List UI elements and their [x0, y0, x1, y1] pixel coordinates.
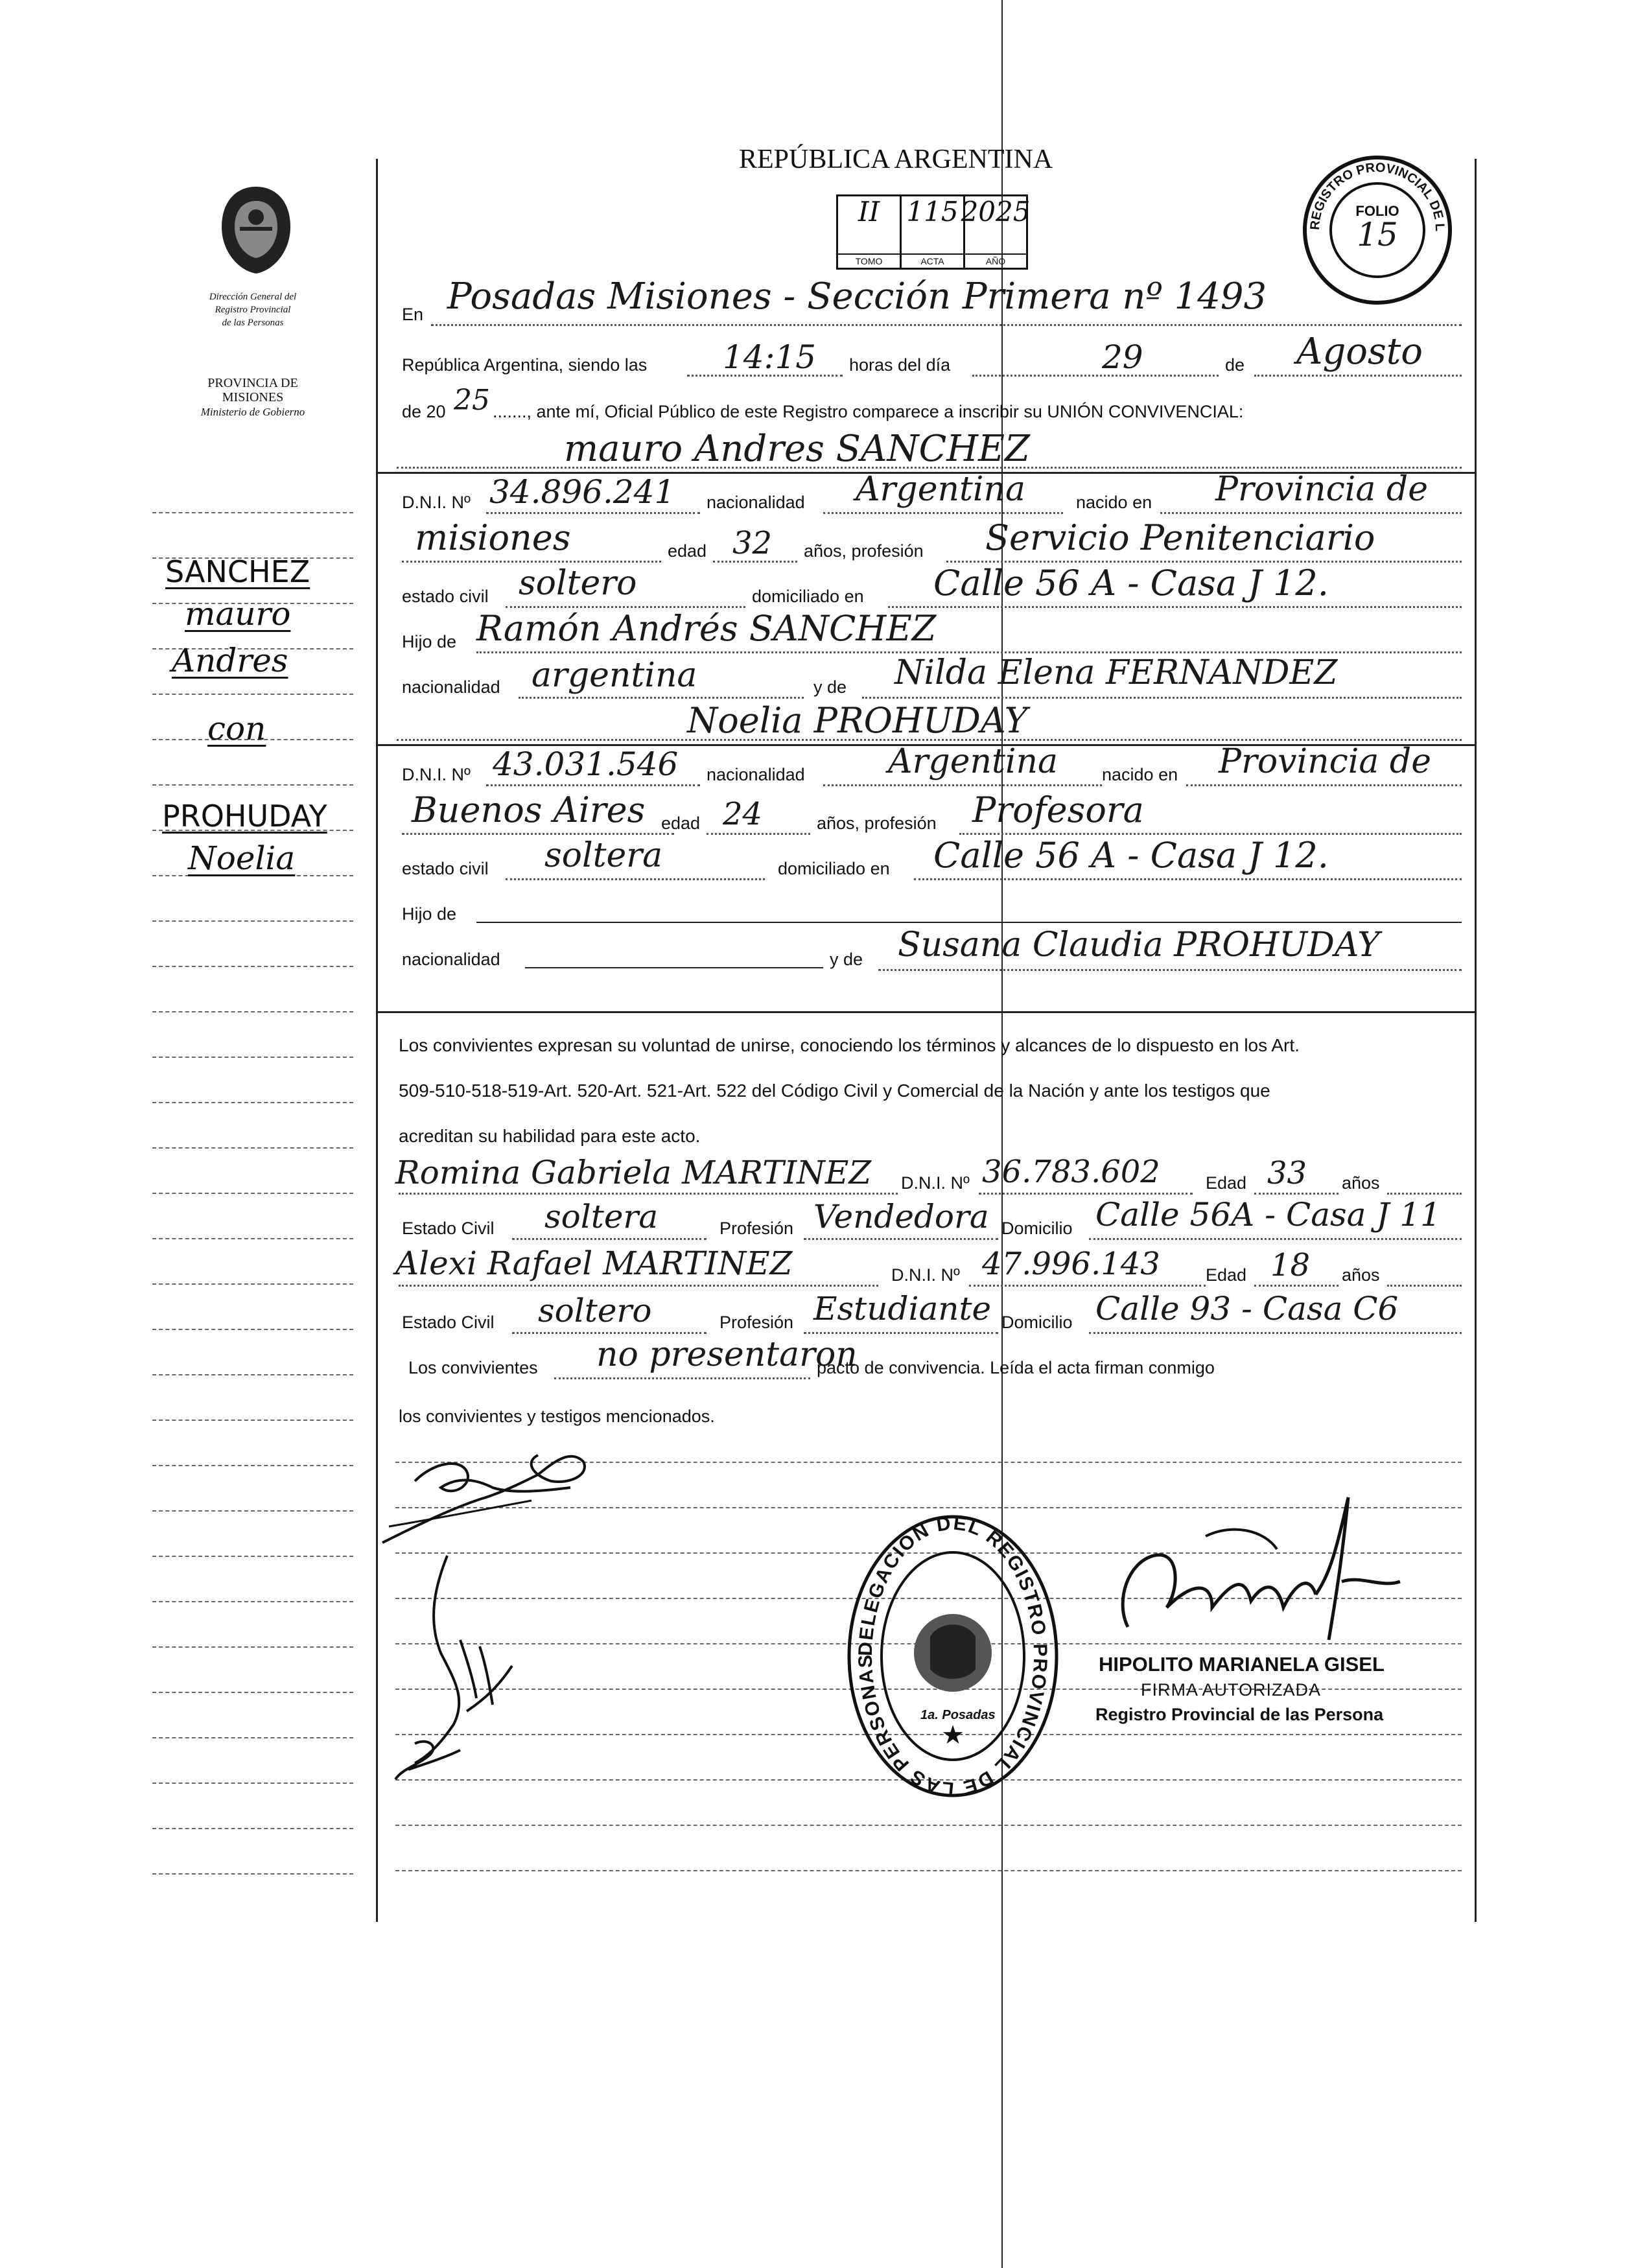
statement-line-2: 509-510-518-519-Art. 520-Art. 521-Art. 522 del Código Civil y Comercial de la Nación y ante los testigos que: [399, 1081, 1270, 1101]
p2-nacionalidad: Argentina: [888, 742, 1058, 781]
margin-rule: [152, 1102, 353, 1103]
w1-anos-label: años: [1342, 1173, 1380, 1193]
p2-nac2-label: nacionalidad: [402, 950, 500, 969]
w2-edad-label: Edad: [1206, 1265, 1247, 1285]
margin-rule: [152, 1329, 353, 1330]
margin-rule: [152, 512, 353, 513]
statement-line-3: acreditan su habilidad para este acto.: [399, 1126, 701, 1146]
official-registry: Registro Provincial de las Persona: [1095, 1705, 1384, 1724]
margin-connector: con: [207, 710, 266, 747]
form-right-border: [1475, 159, 1477, 1922]
acta-value: 115: [906, 196, 959, 228]
margin-party1-name2: Andres: [172, 642, 288, 679]
province-line-2: MISIONES: [222, 390, 284, 404]
w1-civil-label: Estado Civil: [402, 1219, 495, 1238]
act-day: 29: [1102, 338, 1143, 376]
p2-domicilio: Calle 56 A - Casa J 12.: [933, 835, 1329, 876]
margin-rule: [152, 966, 353, 967]
margin-rule: [152, 1601, 353, 1602]
p1-hijo-label: Hijo de: [402, 632, 457, 651]
w2-dni: 47.996.143: [982, 1246, 1160, 1282]
form-left-border: [376, 159, 378, 1922]
p1-nacionalidad: Argentina: [856, 470, 1025, 509]
official-name: HIPOLITO MARIANELA GISEL: [1099, 1653, 1385, 1676]
signature-rule: [395, 1870, 1462, 1871]
p2-estado-civil: soltera: [544, 836, 663, 875]
label-horas: horas del día: [849, 355, 951, 375]
party1-fullname: mauro Andres SANCHEZ: [564, 428, 1030, 470]
margin-party1-surname: SANCHEZ: [165, 554, 310, 589]
p1-born-1: Provincia de: [1215, 470, 1428, 509]
svg-text:★: ★: [941, 1721, 964, 1749]
closing-label-a: Los convivientes: [408, 1358, 538, 1377]
w2-prof-label: Profesión: [719, 1313, 794, 1332]
label-en: En: [402, 305, 424, 324]
margin-rule: [152, 1193, 353, 1194]
closing-pacto: no presentaron: [596, 1335, 858, 1374]
coat-of-arms-icon: [214, 181, 298, 279]
p1-nac-label: nacionalidad: [707, 493, 805, 512]
p2-born-1: Provincia de: [1219, 742, 1431, 781]
w2-estado-civil: soltero: [538, 1292, 652, 1329]
p2-edad: 24: [723, 796, 763, 832]
margin-rule: [152, 1646, 353, 1648]
p2-edad-label: edad: [661, 813, 701, 833]
signature-rule: [395, 1825, 1462, 1826]
margin-rule: [152, 1057, 353, 1058]
p2-yde-label: y de: [830, 950, 863, 969]
w1-estado-civil: soltera: [544, 1198, 659, 1235]
w1-domicilio: Calle 56A - Casa J 11: [1095, 1196, 1441, 1233]
page-title: REPÚBLICA ARGENTINA: [739, 145, 1053, 174]
margin-rule: [152, 1374, 353, 1375]
p1-nac-padre: argentina: [532, 656, 697, 695]
p1-born-label: nacido en: [1076, 493, 1152, 512]
margin-rule: [152, 1465, 353, 1466]
party2-fullname: Noelia PROHUDAY: [687, 700, 1028, 741]
p2-profesion: Profesora: [972, 789, 1144, 830]
p1-madre: Nilda Elena FERNANDEZ: [894, 653, 1338, 692]
margin-rule: [152, 1011, 353, 1012]
margin-party2-name: Noelia: [188, 839, 296, 877]
p2-hijo-label: Hijo de: [402, 904, 457, 924]
official-role: FIRMA AUTORIZADA: [1141, 1680, 1322, 1700]
label-republica: República Argentina, siendo las: [402, 355, 648, 375]
w1-edad: 33: [1267, 1155, 1307, 1191]
p2-civil-label: estado civil: [402, 859, 489, 878]
margin-rule: [152, 1283, 353, 1285]
p2-nac-label: nacionalidad: [707, 765, 805, 784]
w2-domicilio: Calle 93 - Casa C6: [1095, 1290, 1399, 1327]
margin-party1-name1: mauro: [185, 595, 291, 633]
statement-line-1: Los convivientes expresan su voluntad de unirse, conociendo los términos y alcances de lo dispuesto en los Art.: [399, 1035, 1300, 1055]
margin-rule: [152, 784, 353, 786]
p2-madre: Susana Claudia PROHUDAY: [898, 926, 1380, 964]
margin-rule: [152, 1556, 353, 1557]
acta-label: ACTA: [902, 253, 963, 268]
margin-rule: [152, 1420, 353, 1421]
p1-profesion: Servicio Penitenciario: [985, 517, 1375, 558]
margin-rule: [152, 694, 353, 695]
w2-profesion: Estudiante: [813, 1290, 992, 1327]
p1-yde-label: y de: [813, 677, 847, 697]
agency-line-1: Dirección General del: [209, 292, 297, 302]
fold-line: [1001, 0, 1003, 2268]
tomo-acta-box: [836, 194, 1031, 270]
margin-rule: [152, 1783, 353, 1784]
margin-rule: [152, 1147, 353, 1149]
ministry-name: Ministerio de Gobierno: [200, 406, 305, 418]
w1-dni-label: D.N.I. Nº: [901, 1173, 970, 1193]
margin-rule: [152, 920, 353, 922]
act-month: Agosto: [1296, 331, 1423, 373]
label-de: de: [1225, 355, 1245, 375]
agency-name: [156, 290, 350, 329]
anio-value: 2025: [961, 196, 1031, 228]
act-place: Posadas Misiones - Sección Primera nº 1493: [447, 275, 1267, 318]
folio-stamp: [1300, 152, 1455, 308]
agency-line-2: Registro Provincial: [215, 305, 291, 315]
w1-edad-label: Edad: [1206, 1173, 1247, 1193]
margin-rule: [152, 1828, 353, 1829]
margin-rule: [152, 1510, 353, 1512]
p1-dom-label: domiciliado en: [752, 587, 864, 606]
w1-name: Romina Gabriela MARTINEZ: [395, 1154, 872, 1191]
p1-prof-label: años, profesión: [804, 541, 924, 561]
folio-number: 15: [1357, 216, 1398, 253]
tomo-value: II: [858, 196, 880, 228]
margin-rule: [152, 1873, 353, 1875]
p1-padre: Ramón Andrés SANCHEZ: [476, 608, 937, 649]
signature-official: [1102, 1484, 1413, 1653]
w2-name: Alexi Rafael MARTINEZ: [395, 1245, 793, 1282]
folio-label: FOLIO: [1355, 203, 1399, 219]
p1-born-2: misiones: [415, 517, 571, 558]
p2-born-2: Buenos Aires: [412, 789, 646, 830]
w2-edad: 18: [1270, 1247, 1311, 1283]
label-year-prefix: de 20: [402, 402, 446, 421]
anio-label: AÑO: [965, 253, 1026, 268]
signature-convivientes: [376, 1436, 609, 1546]
label-comparece: ......., ante mí, Oficial Público de este Registro comparece a inscribir su UNIÓN CONVIVENCIAL:: [493, 402, 1244, 421]
p2-dni: 43.031.546: [493, 745, 679, 783]
province-name: [156, 376, 350, 404]
p1-estado-civil: soltero: [519, 564, 637, 603]
province-line-1: PROVINCIA DE: [207, 376, 298, 390]
folio-seal-text: REGISTRO PROVINCIAL DE L: [1307, 160, 1447, 232]
closing-label-b: pacto de convivencia. Leída el acta firman conmigo: [817, 1358, 1215, 1377]
p2-dni-label: D.N.I. Nº: [402, 765, 471, 784]
act-time: 14:15: [723, 338, 817, 376]
w2-dni-label: D.N.I. Nº: [891, 1265, 960, 1285]
p1-dni-label: D.N.I. Nº: [402, 493, 471, 512]
closing-label-c: los convivientes y testigos mencionados.: [399, 1407, 715, 1426]
w1-dni: 36.783.602: [982, 1154, 1160, 1190]
w2-dom-label: Domicilio: [1001, 1313, 1073, 1332]
w1-dom-label: Domicilio: [1001, 1219, 1073, 1238]
p1-domicilio: Calle 56 A - Casa J 12.: [933, 563, 1329, 603]
signature-testigos: [389, 1549, 538, 1783]
w2-anos-label: años: [1342, 1265, 1380, 1285]
p1-nac2-label: nacionalidad: [402, 677, 500, 697]
margin-rule: [152, 1737, 353, 1738]
margin-rule: [152, 1238, 353, 1239]
act-year-suffix: 25: [454, 384, 490, 417]
tomo-label: TOMO: [838, 253, 900, 268]
registry-seal: [843, 1510, 1063, 1802]
margin-rule: [152, 1692, 353, 1693]
p1-dni: 34.896.241: [489, 473, 675, 511]
p2-born-label: nacido en: [1102, 765, 1178, 784]
w2-civil-label: Estado Civil: [402, 1313, 495, 1332]
margin-party2-surname: PROHUDAY: [162, 799, 327, 834]
p2-prof-label: años, profesión: [817, 813, 937, 833]
p2-dom-label: domiciliado en: [778, 859, 890, 878]
w1-prof-label: Profesión: [719, 1219, 794, 1238]
seal-town: 1a. Posadas: [920, 1708, 996, 1722]
p1-civil-label: estado civil: [402, 587, 489, 606]
p1-edad: 32: [732, 525, 773, 561]
p1-edad-label: edad: [668, 541, 707, 561]
seal-text: DELEGACIÓN DEL REGISTRO PROVINCIAL DE LAS PERSONAS: [854, 1512, 1051, 1800]
agency-line-3: de las Personas: [222, 318, 284, 328]
w1-profesion: Vendedora: [813, 1198, 989, 1235]
